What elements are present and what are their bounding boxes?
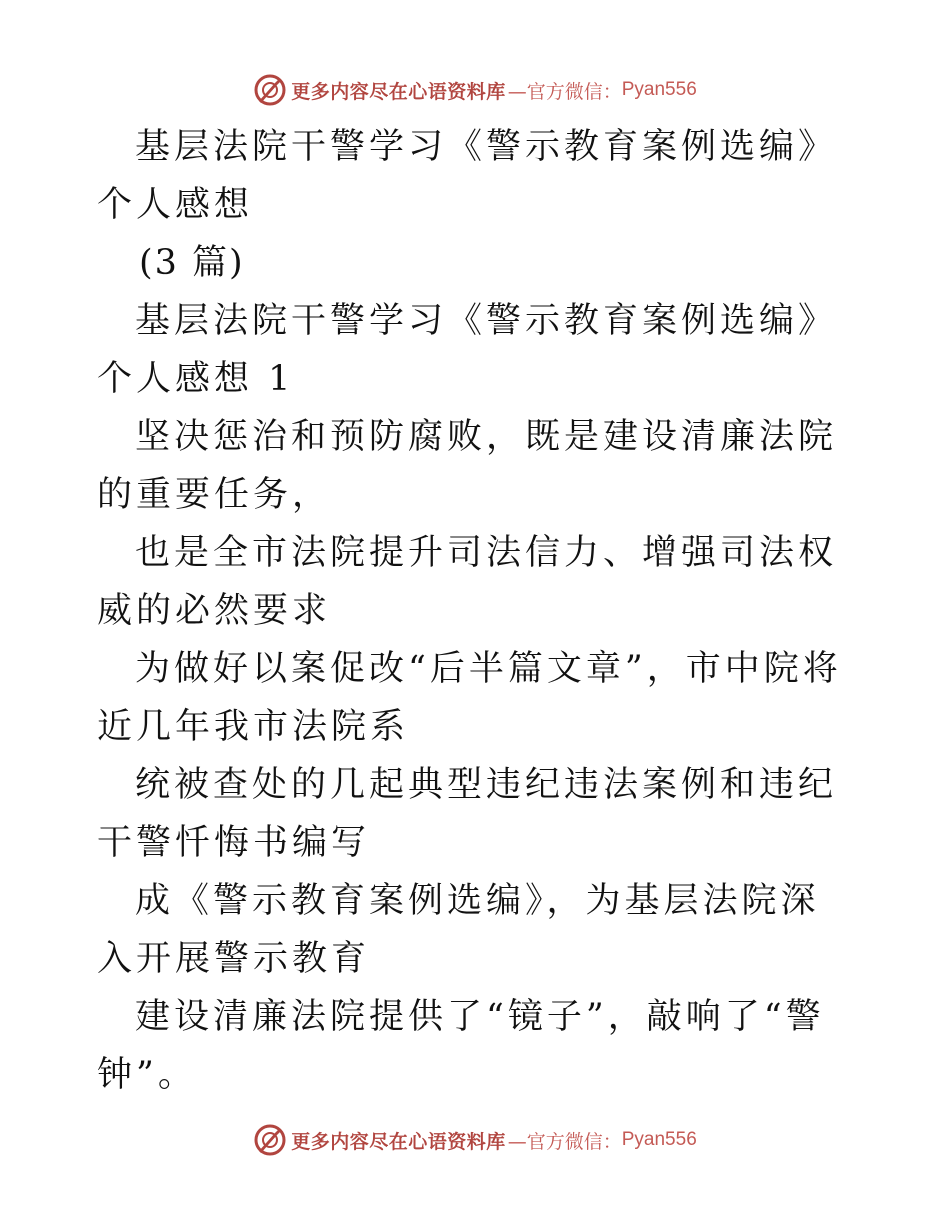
body-paragraph: 也是全市法院提升司法信力、增强司法权威的必然要求 [97, 533, 838, 631]
document-subtitle: (3 篇) [139, 243, 245, 283]
body-paragraph: 为做好以案促改“后半篇文章”，市中院将近几年我市法院系 [97, 649, 842, 747]
logo-icon [253, 73, 287, 107]
logo-icon [253, 1123, 287, 1157]
body-paragraph: 统被查处的几起典型违纪违法案例和违纪干警忏悔书编写 [97, 765, 838, 863]
body-paragraph: 成《警示教育案例选编》，为基层法院深入开展警示教育 [97, 881, 820, 979]
section-heading: 基层法院干警学习《警示教育案例选编》个人感想 1 [97, 301, 838, 399]
banner-promo-text: 更多内容尽在心语资料库 [291, 80, 506, 103]
body-paragraph: 建设清廉法院提供了“镜子”，敲响了“警钟”。 [97, 997, 825, 1095]
document-body [97, 118, 857, 1104]
banner-wechat-handle: Pyan556 [621, 1129, 697, 1150]
banner-separator-text: —官方微信： [507, 1130, 622, 1153]
banner-promo-text: 更多内容尽在心语资料库 [291, 1130, 506, 1153]
banner-separator-text: —官方微信： [507, 80, 622, 103]
body-paragraph: 坚决惩治和预防腐败，既是建设清廉法院的重要任务， [97, 417, 838, 515]
banner-wechat-handle: Pyan556 [621, 79, 697, 100]
document-title: 基层法院干警学习《警示教育案例选编》个人感想 [97, 127, 838, 225]
header-watermark-banner [0, 68, 950, 112]
footer-watermark-banner [0, 1118, 950, 1162]
